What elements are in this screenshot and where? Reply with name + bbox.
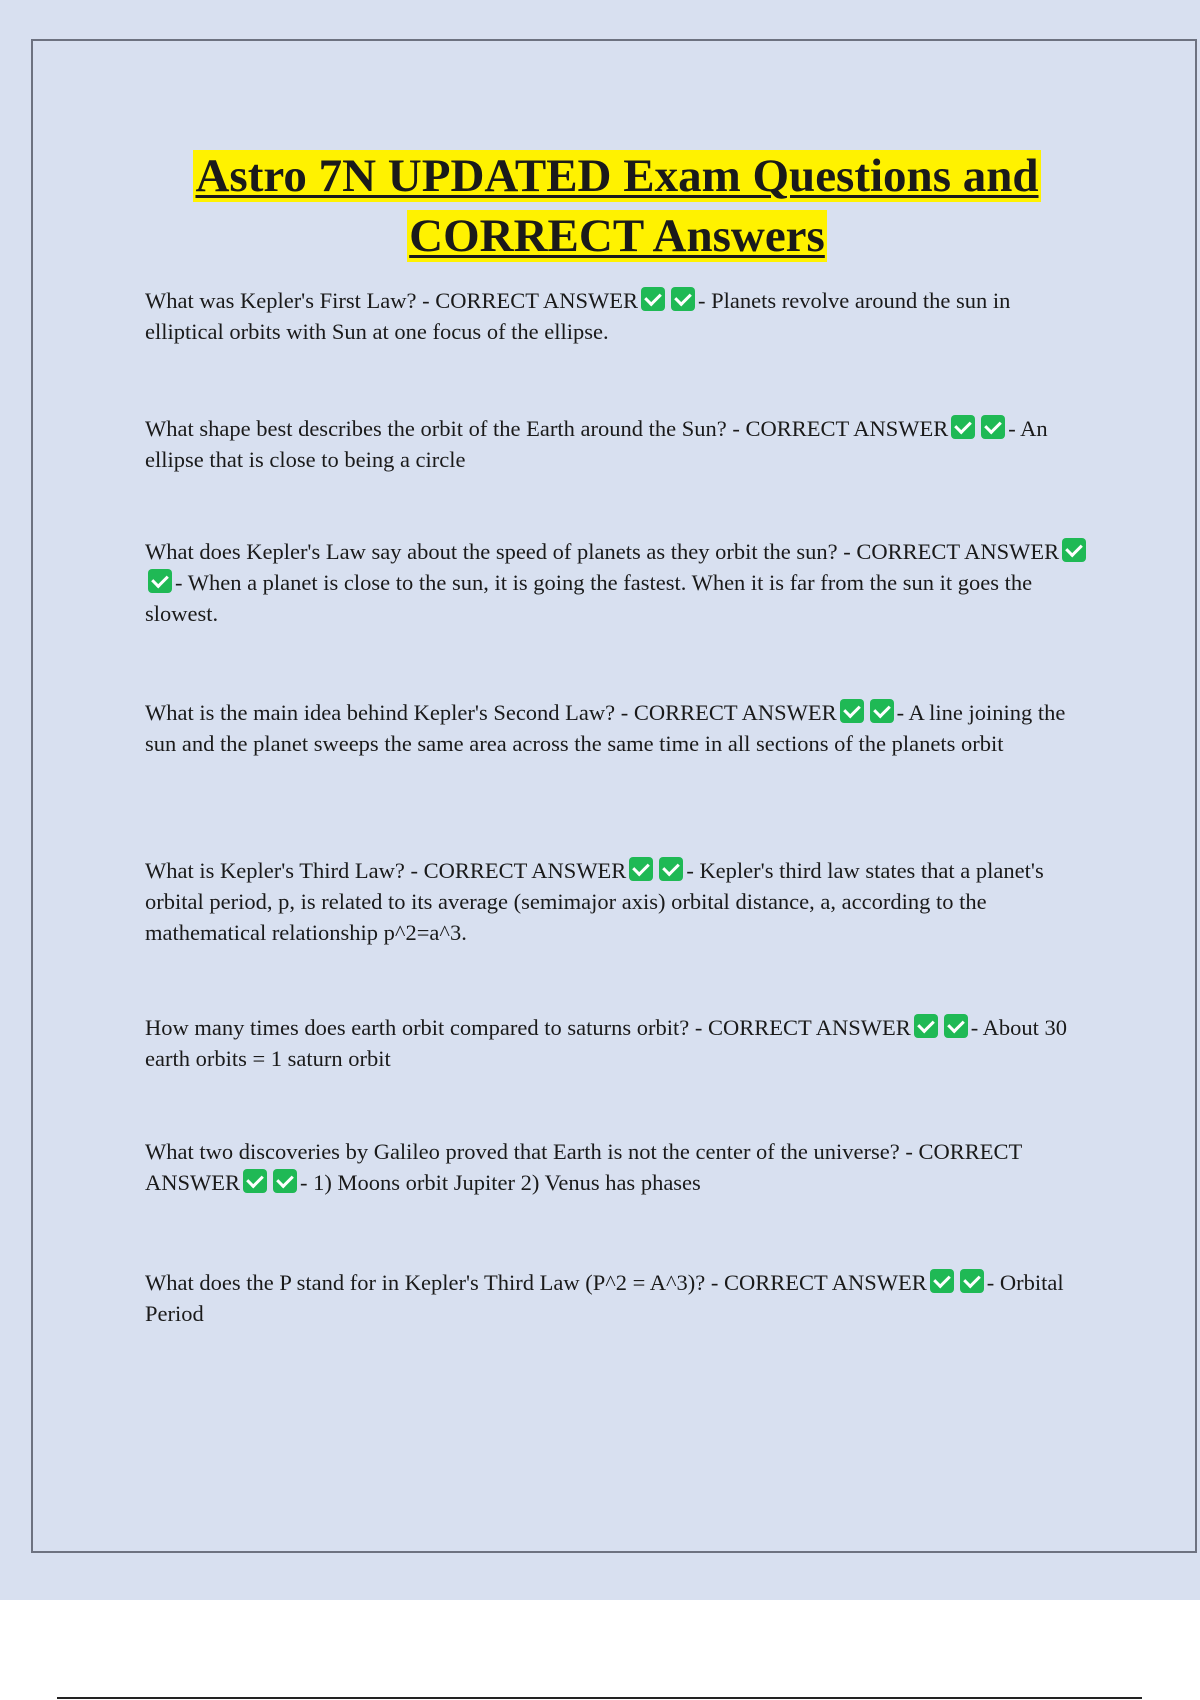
document-title: [40, 146, 1194, 266]
check-square-icon: [914, 1014, 938, 1038]
question-text: What was Kepler's First Law?: [145, 288, 417, 313]
check-square-icon: [1062, 538, 1086, 562]
question-text: How many times does earth orbit compared to saturns orbit?: [145, 1015, 690, 1040]
question-text: What shape best describes the orbit of the Earth around the Sun?: [145, 416, 727, 441]
separator: -: [837, 539, 857, 564]
check-square-icon: [641, 287, 665, 311]
question-text: What two discoveries by Galileo proved that Earth is not the center of the universe?: [145, 1139, 900, 1164]
answer-text: An ellipse that is close to being a circle: [145, 416, 1048, 472]
separator: -: [416, 288, 436, 313]
qa-item-2: What shape best describes the orbit of the Earth around the Sun? - CORRECT ANSWER - An ellipse that is close to being a circle: [145, 416, 1048, 472]
answer-text: Kepler's third law states that a planet's orbital period, p, is related to its average (semimajor axis) orbital distance, a, according to the mathematical relationship p^2=a^3.: [145, 858, 1044, 945]
qa-item-8: What does the P stand for in Kepler's Third Law (P^2 = A^3)? - CORRECT ANSWER - Orbital Period: [145, 1270, 1064, 1326]
check-square-icon: [951, 415, 975, 439]
qa-item-5: What is Kepler's Third Law? - CORRECT ANSWER - Kepler's third law states that a planet's orbital period, p, is related to its average (semimajor axis) orbital distance, a, according to the mathematical relationship p^2=a^3.: [145, 858, 1044, 945]
title-line-2: CORRECT Answers: [409, 210, 825, 262]
answer-label: CORRECT ANSWER: [145, 1139, 1022, 1195]
check-square-icon: [840, 699, 864, 723]
check-square-icon: [671, 287, 695, 311]
answer-label: CORRECT ANSWER: [745, 416, 949, 441]
answer-label: CORRECT ANSWER: [423, 858, 627, 883]
answer-text: About 30 earth orbits = 1 saturn orbit: [145, 1015, 1068, 1071]
question-text: What does the P stand for in Kepler's Third Law (P^2 = A^3)?: [145, 1270, 706, 1295]
answer-label: CORRECT ANSWER: [708, 1015, 911, 1040]
answer-text: 1) Moons orbit Jupiter 2) Venus has phases: [313, 1170, 701, 1195]
separator: -: [899, 1139, 919, 1164]
separator: -: [689, 1015, 708, 1040]
question-text: What is Kepler's Third Law?: [145, 858, 405, 883]
check-square-icon: [930, 1269, 954, 1293]
separator: -: [615, 700, 634, 725]
answer-label: CORRECT ANSWER: [724, 1270, 927, 1295]
check-square-icon: [981, 415, 1005, 439]
answer-label: CORRECT ANSWER: [856, 539, 1060, 564]
answer-text: When a planet is close to the sun, it is going the fastest. When it is far from the sun it goes the slowest.: [145, 570, 1033, 626]
qa-item-1: What was Kepler's First Law? - CORRECT ANSWER - Planets revolve around the sun in elliptical orbits with Sun at one focus of the ellipse.: [145, 288, 1011, 344]
question-text: What does Kepler's Law say about the speed of planets as they orbit the sun?: [145, 539, 838, 564]
separator: -: [705, 1270, 724, 1295]
answer-text: Planets revolve around the sun in elliptical orbits with Sun at one focus of the ellipse.: [145, 288, 1011, 344]
check-square-icon: [629, 857, 653, 881]
check-square-icon: [659, 857, 683, 881]
qa-item-6: How many times does earth orbit compared to saturns orbit? - CORRECT ANSWER - About 30 earth orbits = 1 saturn orbit: [145, 1015, 1068, 1071]
answer-label: CORRECT ANSWER: [435, 288, 638, 313]
question-text: What is the main idea behind Kepler's Second Law?: [145, 700, 616, 725]
answer-label: CORRECT ANSWER: [633, 700, 837, 725]
separator: -: [404, 858, 424, 883]
title-line-1: Astro 7N UPDATED Exam Questions and: [195, 150, 1039, 202]
check-square-icon: [944, 1014, 968, 1038]
footer-rule: [57, 1697, 1142, 1699]
qa-item-7: What two discoveries by Galileo proved that Earth is not the center of the universe? - CORRECT ANSWER - 1) Moons orbit Jupiter 2) Venus has phases: [145, 1139, 1022, 1195]
check-square-icon: [870, 699, 894, 723]
answer-text: Orbital Period: [145, 1270, 1064, 1326]
qa-item-3: What does Kepler's Law say about the speed of planets as they orbit the sun? - CORRECT ANSWER- When a planet is close to the sun, it is going the fastest. When it is far from the sun it goes the slowest.: [145, 536, 1090, 629]
check-square-icon: [243, 1169, 267, 1193]
check-square-icon: [960, 1269, 984, 1293]
check-square-icon: [273, 1169, 297, 1193]
qa-item-4: What is the main idea behind Kepler's Second Law? - CORRECT ANSWER - A line joining the sun and the planet sweeps the same area across the same time in all sections of the planets orbit: [145, 700, 1066, 756]
answer-text: A line joining the sun and the planet sweeps the same area across the same time in all sections of the planets orbit: [145, 700, 1066, 756]
separator: -: [726, 416, 746, 441]
check-square-icon: [148, 569, 172, 593]
